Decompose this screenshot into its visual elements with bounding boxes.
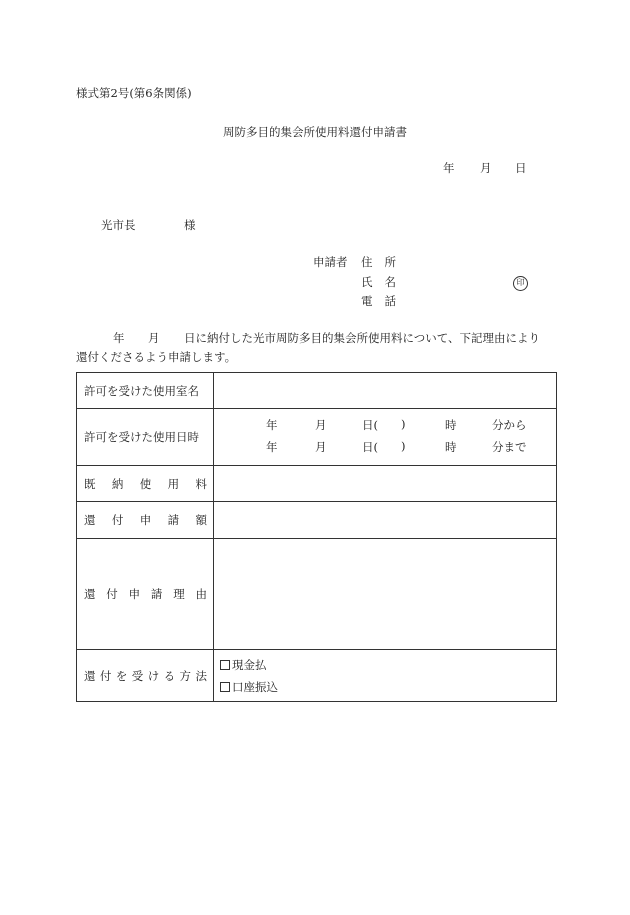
refund-method-label-cell <box>77 650 214 702</box>
paid-fee-label-cell <box>77 466 214 502</box>
date-year-label: 年 <box>443 161 455 175</box>
date-day-label: 日 <box>515 161 527 175</box>
refund-method-value-cell <box>214 650 557 702</box>
application-table <box>76 372 557 702</box>
paid-fee-value-cell[interactable] <box>214 466 557 502</box>
body-line2: 還付くださるよう申請します。 <box>76 350 237 364</box>
addressee-honorific: 様 <box>184 218 196 232</box>
date-from-line: 年 月 日( ) 時 分から <box>266 417 527 432</box>
option-cash[interactable] <box>214 654 556 676</box>
refund-reason-value-cell[interactable] <box>214 539 557 650</box>
refund-reason-label: 還 付 申 請 理 由 <box>84 587 207 601</box>
dates-value-cell[interactable] <box>214 409 557 466</box>
body-year-label: 年 <box>113 331 125 345</box>
applicant-address-label: 住 所 <box>361 255 396 269</box>
refund-reason-row <box>77 539 557 650</box>
addressee-name: 光市長 <box>101 218 136 232</box>
seal-mark: 印 <box>513 274 528 291</box>
checkbox-bank-transfer-icon[interactable] <box>220 682 230 692</box>
body-month-label: 月 <box>148 331 160 345</box>
dates-label-cell <box>77 409 214 466</box>
date-to-line: 年 月 日( ) 時 分まで <box>266 439 527 454</box>
form-number: 様式第2号(第6条関係) <box>76 86 192 100</box>
applicant-label: 申請者 <box>313 255 348 269</box>
paid-fee-label: 既 納 使 用 料 <box>84 476 207 491</box>
refund-amount-label-cell <box>77 502 214 539</box>
room-label-cell <box>77 373 214 409</box>
option-bank-transfer[interactable] <box>214 676 556 698</box>
paid-fee-row <box>77 466 557 502</box>
dates-row <box>77 409 557 466</box>
refund-amount-value-cell[interactable] <box>214 502 557 539</box>
dates-label: 許可を受けた使用日時 <box>84 430 199 444</box>
refund-method-label: 還 付 を 受 け る 方 法 <box>84 668 207 683</box>
option-cash-label: 現金払 <box>232 657 267 672</box>
refund-reason-label-cell <box>77 539 214 650</box>
body-paragraph <box>0 330 630 366</box>
applicant-name-label: 氏 名 <box>361 275 396 289</box>
option-bank-transfer-label: 口座振込 <box>232 679 278 694</box>
addressee <box>0 217 630 233</box>
page-title: 周防多目的集会所使用料還付申請書 <box>223 125 407 139</box>
room-value-cell[interactable] <box>214 373 557 409</box>
body-line1: 日に納付した光市周防多目的集会所使用料について、下記理由により <box>184 331 541 345</box>
refund-method-row <box>77 650 557 702</box>
date-line <box>0 160 630 176</box>
room-row <box>77 373 557 409</box>
refund-amount-row <box>77 502 557 539</box>
applicant-phone-label: 電 話 <box>361 294 396 308</box>
checkbox-cash-icon[interactable] <box>220 660 230 670</box>
room-label: 許可を受けた使用室名 <box>84 383 199 398</box>
refund-amount-label: 還 付 申 請 額 <box>84 513 207 527</box>
date-month-label: 月 <box>480 161 492 175</box>
applicant-block <box>0 254 630 314</box>
